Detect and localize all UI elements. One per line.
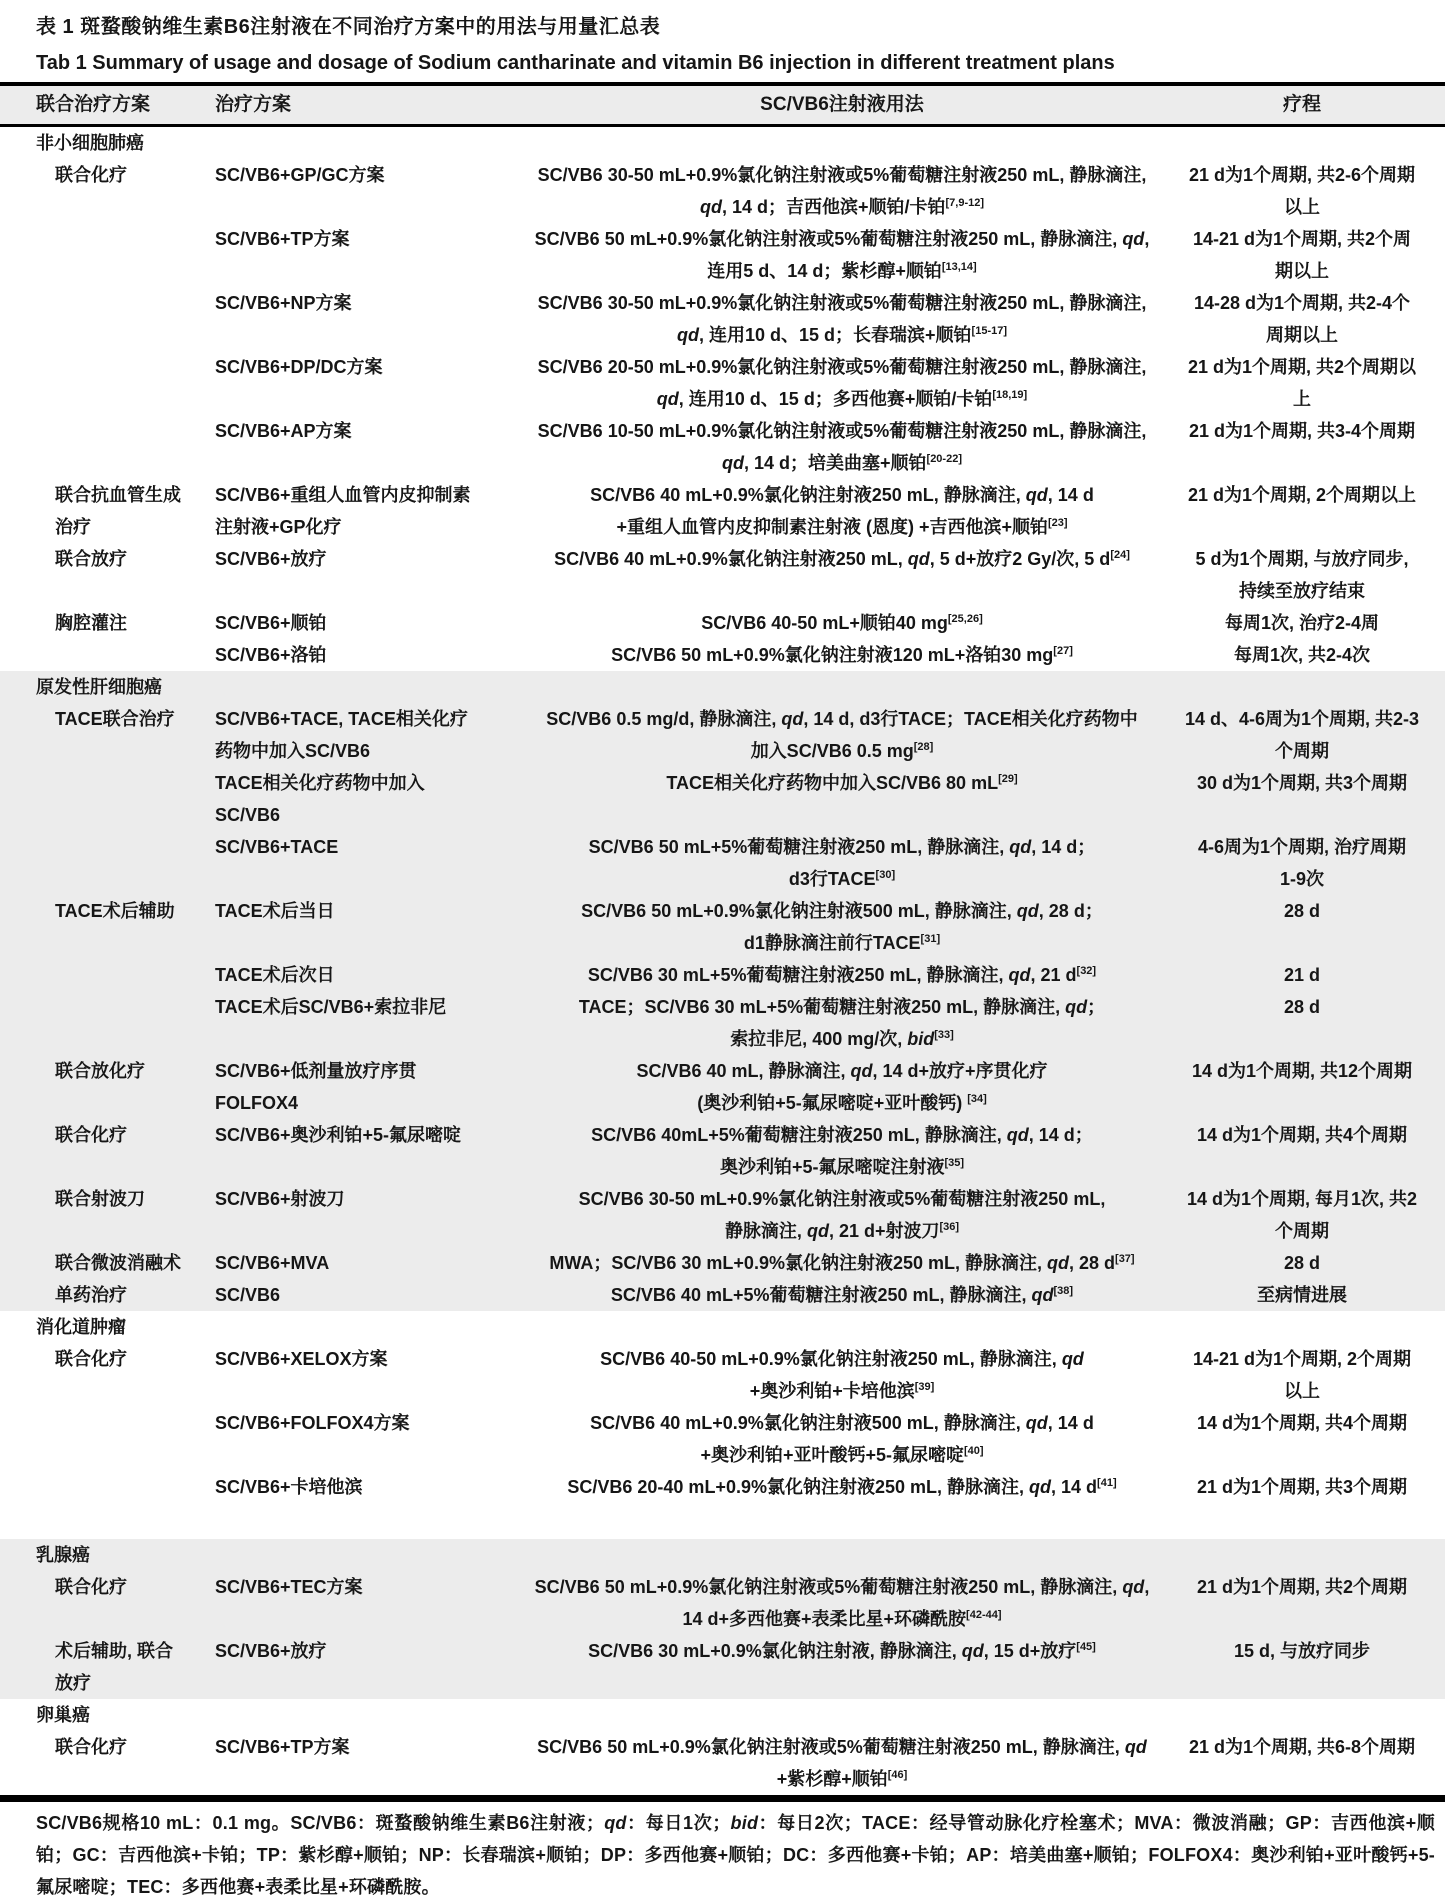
cell-text-line: 以上	[1284, 197, 1320, 217]
cell-text-line: TACE术后辅助	[55, 901, 175, 921]
cell-course	[1167, 1471, 1437, 1503]
cell-text-line: SC/VB6+放疗	[215, 1641, 327, 1661]
cell-text-line: SC/VB6+卡培他滨	[215, 1477, 363, 1497]
cell-scvb6-usage	[517, 959, 1167, 991]
cell-scvb6-usage	[517, 543, 1167, 575]
cell-text-line: qd, 连用10 d、15 d；长春瑞滨+顺铂[15-17]	[676, 325, 1008, 345]
table-row	[0, 1471, 1445, 1503]
cell-text-line: SC/VB6 30 mL+0.9%氯化钠注射液, 静脉滴注, qd, 15 d+放疗[45]	[588, 1641, 1096, 1661]
cell-treatment-plan	[215, 895, 517, 927]
cell-course	[1167, 1119, 1437, 1151]
cell-combined-treatment-plan	[55, 1571, 215, 1603]
cell-treatment-plan	[215, 1407, 517, 1439]
cell-treatment-plan	[215, 479, 517, 543]
cell-text-line: 联合化疗	[55, 1125, 127, 1145]
cell-treatment-plan	[215, 1279, 517, 1311]
column-header-scvb6-usage: SC/VB6注射液用法	[760, 94, 924, 115]
cell-text-line: SC/VB6+射波刀	[215, 1189, 345, 1209]
table-row	[0, 1279, 1445, 1311]
cell-combined-treatment-plan	[55, 703, 215, 735]
cell-text-line: SC/VB6+奥沙利铂+5-氟尿嘧啶	[215, 1125, 462, 1145]
cell-text-line: 上	[1293, 389, 1311, 409]
cell-scvb6-usage	[517, 415, 1167, 479]
cell-treatment-plan	[215, 991, 517, 1023]
cell-text-line: TACE相关化疗药物中加入SC/VB6 80 mL[29]	[666, 773, 1018, 793]
cell-text-line: 加入SC/VB6 0.5 mg[28]	[750, 741, 934, 761]
cell-scvb6-usage	[517, 1183, 1167, 1247]
cell-combined-treatment-plan	[55, 1279, 215, 1311]
cell-text-line: SC/VB6+TEC方案	[215, 1577, 363, 1597]
table-footnote: SC/VB6规格10 mL：0.1 mg。SC/VB6：斑蝥酸钠维生素B6注射液；qd：每日1次；bid：每日2次；TACE：经导管动脉化疗栓塞术；MVA：微波消融；GP：吉西他滨+顺铂；GC：吉西他滨+卡铂；TP：紫杉醇+顺铂；NP：长春瑞滨+顺铂；DP：多西他赛+顺铂；DC：多西他赛+卡铂；AP：培美曲塞+顺铂；FOLFOX4：奥沙利铂+亚叶酸钙+5-氟尿嘧啶；TEC：多西他赛+表柔比星+环磷酰胺。	[0, 1795, 1445, 1897]
cell-treatment-plan	[215, 351, 517, 383]
cell-treatment-plan	[215, 639, 517, 671]
cell-scvb6-usage	[517, 351, 1167, 415]
cell-course	[1167, 1343, 1437, 1407]
cell-scvb6-usage	[517, 159, 1167, 223]
cell-text-line: 14-21 d为1个周期, 共2个周	[1192, 229, 1412, 249]
cell-scvb6-usage	[517, 1279, 1167, 1311]
cell-text-line: 14 d、4-6周为1个周期, 共2-3	[1184, 709, 1420, 729]
cell-treatment-plan	[215, 959, 517, 991]
section-title: 乳腺癌	[36, 1545, 90, 1565]
cell-text-line: 联合化疗	[55, 1577, 127, 1597]
cell-text-line: 14-21 d为1个周期, 2个周期	[1192, 1349, 1412, 1369]
cell-course	[1167, 767, 1437, 799]
cell-text-line: 每周1次, 共2-4次	[1233, 645, 1371, 665]
cell-course	[1167, 1183, 1437, 1247]
cell-text-line: SC/VB6 50 mL+0.9%氯化钠注射液或5%葡萄糖注射液250 mL, 静脉滴注, qd	[537, 1737, 1147, 1757]
column-header-treatment-plan: 治疗方案	[215, 94, 292, 115]
cell-combined-treatment-plan	[55, 479, 215, 543]
cell-course	[1167, 959, 1437, 991]
cell-text-line: SC/VB6+低剂量放疗序贯	[215, 1061, 417, 1081]
cell-combined-treatment-plan	[55, 895, 215, 927]
cell-course	[1167, 1731, 1437, 1763]
cell-scvb6-usage	[517, 1055, 1167, 1119]
cell-text-line: SC/VB6 20-50 mL+0.9%氯化钠注射液或5%葡萄糖注射液250 mL, 静脉滴注,	[537, 357, 1147, 377]
cell-text-line: 21 d为1个周期, 共2-6个周期	[1188, 165, 1416, 185]
cell-treatment-plan	[215, 287, 517, 319]
cell-text-line: SC/VB6+TACE	[215, 837, 339, 857]
table-section	[0, 1311, 1445, 1503]
table-row	[0, 607, 1445, 639]
cell-text-line: 4-6周为1个周期, 治疗周期	[1197, 837, 1407, 857]
cell-treatment-plan	[215, 1055, 517, 1119]
cell-combined-treatment-plan	[55, 1731, 215, 1763]
section-title: 非小细胞肺癌	[36, 133, 144, 153]
cell-course	[1167, 543, 1437, 607]
table-row	[0, 351, 1445, 415]
cell-text-line: 个周期	[1275, 741, 1329, 761]
cell-text-line: SC/VB6 30-50 mL+0.9%氯化钠注射液或5%葡萄糖注射液250 mL, 静脉滴注,	[537, 293, 1147, 313]
cell-text-line: 联合放疗	[55, 549, 127, 569]
cell-text-line: qd, 连用10 d、15 d；多西他赛+顺铂/卡铂[18,19]	[656, 389, 1028, 409]
cell-text-line: 周期以上	[1266, 325, 1338, 345]
cell-text-line: SC/VB6 50 mL+0.9%氯化钠注射液或5%葡萄糖注射液250 mL, 静脉滴注, qd,	[534, 1577, 1150, 1597]
table-row	[0, 1119, 1445, 1183]
table-row	[0, 415, 1445, 479]
table-row	[0, 1731, 1445, 1795]
cell-course	[1167, 991, 1437, 1023]
cell-scvb6-usage	[517, 1635, 1167, 1667]
cell-text-line: SC/VB6+GP/GC方案	[215, 165, 385, 185]
cell-treatment-plan	[215, 767, 517, 831]
cell-text-line: SC/VB6 30 mL+5%葡萄糖注射液250 mL, 静脉滴注, qd, 21 d[32]	[587, 965, 1097, 985]
cell-text-line: 21 d为1个周期, 共3-4个周期	[1188, 421, 1416, 441]
cell-course	[1167, 159, 1437, 223]
cell-combined-treatment-plan	[55, 159, 215, 191]
cell-text-line: 胸腔灌注	[55, 613, 127, 633]
cell-text-line: SC/VB6 40 mL+5%葡萄糖注射液250 mL, 静脉滴注, qd[38]	[610, 1285, 1074, 1305]
cell-text-line: 21 d为1个周期, 2个周期以上	[1187, 485, 1417, 505]
cell-course	[1167, 639, 1437, 671]
cell-text-line: 15 d, 与放疗同步	[1233, 1641, 1371, 1661]
cell-course	[1167, 1247, 1437, 1279]
cell-text-line: SC/VB6+FOLFOX4方案	[215, 1413, 410, 1433]
cell-course	[1167, 287, 1437, 351]
cell-treatment-plan	[215, 1183, 517, 1215]
cell-combined-treatment-plan	[55, 1635, 215, 1699]
table-row	[0, 1055, 1445, 1119]
cell-combined-treatment-plan	[55, 607, 215, 639]
cell-text-line: 联合微波消融术	[55, 1253, 181, 1273]
cell-course	[1167, 1055, 1437, 1087]
cell-text-line: d3行TACE[30]	[788, 869, 896, 889]
cell-text-line: (奥沙利铂+5-氟尿嘧啶+亚叶酸钙) [34]	[697, 1093, 987, 1113]
cell-scvb6-usage	[517, 991, 1167, 1055]
cell-text-line: 放疗	[55, 1673, 91, 1693]
cell-text-line: 药物中加入SC/VB6	[215, 741, 371, 761]
cell-scvb6-usage	[517, 1119, 1167, 1183]
cell-scvb6-usage	[517, 1731, 1167, 1795]
cell-text-line: 每周1次, 治疗2-4周	[1224, 613, 1380, 633]
table-row	[0, 1343, 1445, 1407]
table-row	[0, 831, 1445, 895]
section-title: 卵巢癌	[36, 1705, 90, 1725]
cell-text-line: SC/VB6+DP/DC方案	[215, 357, 383, 377]
cell-text-line: TACE联合治疗	[55, 709, 175, 729]
cell-treatment-plan	[215, 1731, 517, 1763]
cell-text-line: 14 d+多西他赛+表柔比星+环磷酰胺[42-44]	[682, 1609, 1002, 1629]
cell-scvb6-usage	[517, 1247, 1167, 1279]
cell-course	[1167, 607, 1437, 639]
cell-text-line: SC/VB6+MVA	[215, 1253, 330, 1273]
table-row	[0, 1635, 1445, 1699]
cell-treatment-plan	[215, 703, 517, 767]
cell-text-line: 21 d为1个周期, 共3个周期	[1196, 1477, 1408, 1497]
cell-text-line: qd, 14 d；吉西他滨+顺铂/卡铂[7,9-12]	[699, 197, 985, 217]
table-titles	[0, 0, 1445, 82]
cell-text-line: 持续至放疗结束	[1239, 581, 1365, 601]
cell-course	[1167, 831, 1437, 895]
cell-scvb6-usage	[517, 479, 1167, 543]
cell-text-line: 1-9次	[1279, 869, 1324, 889]
table-row	[0, 1247, 1445, 1279]
cell-scvb6-usage	[517, 703, 1167, 767]
cell-text-line: 联合射波刀	[55, 1189, 145, 1209]
cell-treatment-plan	[215, 159, 517, 191]
cell-text-line: +重组人血管内皮抑制素注射液 (恩度) +吉西他滨+顺铂[23]	[616, 517, 1068, 537]
cell-text-line: 以上	[1284, 1381, 1320, 1401]
cell-scvb6-usage	[517, 831, 1167, 895]
table-section	[0, 671, 1445, 1311]
cell-treatment-plan	[215, 1343, 517, 1375]
cell-scvb6-usage	[517, 767, 1167, 799]
cell-text-line: 联合抗血管生成	[55, 485, 181, 505]
cell-text-line: 个周期	[1275, 1221, 1329, 1241]
cell-text-line: SC/VB6 0.5 mg/d, 静脉滴注, qd, 14 d, d3行TACE；TACE相关化疗药物中	[546, 709, 1138, 729]
table-row	[0, 703, 1445, 767]
cell-text-line: SC/VB6 40-50 mL+0.9%氯化钠注射液250 mL, 静脉滴注, qd	[600, 1349, 1084, 1369]
cell-text-line: SC/VB6 40 mL+0.9%氯化钠注射液250 mL, qd, 5 d+放疗2 Gy/次, 5 d[24]	[554, 549, 1130, 569]
cell-text-line: 期以上	[1275, 261, 1329, 281]
cell-course	[1167, 1635, 1437, 1667]
cell-text-line: SC/VB6 30-50 mL+0.9%氯化钠注射液或5%葡萄糖注射液250 mL,	[578, 1189, 1106, 1209]
cell-text-line: 联合化疗	[55, 1349, 127, 1369]
cell-text-line: +奥沙利铂+亚叶酸钙+5-氟尿嘧啶[40]	[700, 1445, 984, 1465]
table-row	[0, 1571, 1445, 1635]
table-section	[0, 1539, 1445, 1699]
cell-text-line: 28 d	[1283, 1253, 1321, 1273]
cell-text-line: SC/VB6+TP方案	[215, 1737, 350, 1757]
cell-text-line: 注射液+GP化疗	[215, 517, 342, 537]
cell-text-line: SC/VB6 40 mL+0.9%氯化钠注射液250 mL, 静脉滴注, qd, 14 d	[590, 485, 1094, 505]
cell-scvb6-usage	[517, 1571, 1167, 1635]
cell-text-line: SC/VB6 50 mL+0.9%氯化钠注射液或5%葡萄糖注射液250 mL, 静脉滴注, qd,	[534, 229, 1150, 249]
cell-text-line: 14 d为1个周期, 共4个周期	[1196, 1413, 1408, 1433]
column-header-course: 疗程	[1282, 94, 1321, 115]
cell-text-line: 5 d为1个周期, 与放疗同步,	[1195, 549, 1409, 569]
table-body	[0, 127, 1445, 1795]
cell-text-line: 静脉滴注, qd, 21 d+射波刀[36]	[724, 1221, 960, 1241]
cell-text-line: SC/VB6+AP方案	[215, 421, 352, 441]
cell-text-line: SC/VB6 50 mL+0.9%氯化钠注射液500 mL, 静脉滴注, qd, 28 d；	[581, 901, 1103, 921]
section-title: 原发性肝细胞癌	[36, 677, 162, 697]
cell-course	[1167, 1279, 1437, 1311]
cell-text-line: TACE术后次日	[215, 965, 335, 985]
cell-text-line: 14 d为1个周期, 共4个周期	[1196, 1125, 1408, 1145]
cell-combined-treatment-plan	[55, 1183, 215, 1215]
cell-text-line: SC/VB6+NP方案	[215, 293, 352, 313]
cell-text-line: SC/VB6+洛铂	[215, 645, 327, 665]
cell-text-line: SC/VB6 20-40 mL+0.9%氯化钠注射液250 mL, 静脉滴注, qd, 14 d[41]	[567, 1477, 1117, 1497]
cell-combined-treatment-plan	[55, 1119, 215, 1151]
column-header-combined-treatment-plan: 联合治疗方案	[36, 94, 151, 115]
cell-treatment-plan	[215, 1247, 517, 1279]
table-section	[0, 1699, 1445, 1795]
cell-text-line: 21 d为1个周期, 共2个周期	[1196, 1577, 1408, 1597]
cell-text-line: MWA；SC/VB6 30 mL+0.9%氯化钠注射液250 mL, 静脉滴注, qd, 28 d[37]	[549, 1253, 1135, 1273]
table-row	[0, 287, 1445, 351]
cell-text-line: SC/VB6+放疗	[215, 549, 327, 569]
cell-treatment-plan	[215, 1635, 517, 1667]
cell-text-line: TACE术后SC/VB6+索拉非尼	[215, 997, 447, 1017]
cell-scvb6-usage	[517, 895, 1167, 959]
cell-treatment-plan	[215, 223, 517, 255]
cell-text-line: 奥沙利铂+5-氟尿嘧啶注射液[35]	[719, 1157, 965, 1177]
cell-text-line: 21 d	[1283, 965, 1321, 985]
cell-course	[1167, 703, 1437, 767]
cell-text-line: 28 d	[1283, 901, 1321, 921]
cell-treatment-plan	[215, 607, 517, 639]
cell-text-line: d1静脉滴注前行TACE[31]	[743, 933, 941, 953]
cell-text-line: SC/VB6+顺铂	[215, 613, 327, 633]
cell-treatment-plan	[215, 831, 517, 863]
cell-text-line: 联合化疗	[55, 1737, 127, 1757]
cell-course	[1167, 415, 1437, 447]
table-row	[0, 159, 1445, 223]
table-row	[0, 959, 1445, 991]
cell-text-line: 28 d	[1283, 997, 1321, 1017]
cell-course	[1167, 351, 1437, 415]
cell-text-line: SC/VB6 40 mL, 静脉滴注, qd, 14 d+放疗+序贯化疗	[636, 1061, 1048, 1081]
cell-course	[1167, 479, 1437, 511]
cell-text-line: SC/VB6+TACE, TACE相关化疗	[215, 709, 468, 729]
cell-scvb6-usage	[517, 223, 1167, 287]
cell-text-line: TACE；SC/VB6 30 mL+5%葡萄糖注射液250 mL, 静脉滴注, qd；	[578, 997, 1106, 1017]
cell-text-line: SC/VB6 30-50 mL+0.9%氯化钠注射液或5%葡萄糖注射液250 mL, 静脉滴注,	[537, 165, 1147, 185]
cell-course	[1167, 223, 1437, 287]
cell-text-line: FOLFOX4	[215, 1093, 299, 1113]
section-title: 消化道肿瘤	[36, 1317, 126, 1337]
cell-treatment-plan	[215, 415, 517, 447]
cell-text-line: 21 d为1个周期, 共6-8个周期	[1188, 1737, 1416, 1757]
cell-text-line: SC/VB6	[215, 805, 281, 825]
cell-combined-treatment-plan	[55, 1247, 215, 1279]
cell-scvb6-usage	[517, 287, 1167, 351]
table-row	[0, 1183, 1445, 1247]
cell-treatment-plan	[215, 1119, 517, 1151]
cell-text-line: SC/VB6+重组人血管内皮抑制素	[215, 485, 471, 505]
cell-text-line: SC/VB6 40mL+5%葡萄糖注射液250 mL, 静脉滴注, qd, 14 d；	[591, 1125, 1093, 1145]
table-row	[0, 767, 1445, 831]
cell-text-line: 21 d为1个周期, 共2个周期以	[1187, 357, 1417, 377]
cell-treatment-plan	[215, 1471, 517, 1503]
cell-text-line: TACE相关化疗药物中加入	[215, 773, 425, 793]
table-row	[0, 1407, 1445, 1471]
table-row	[0, 991, 1445, 1055]
cell-text-line: SC/VB6 10-50 mL+0.9%氯化钠注射液或5%葡萄糖注射液250 mL, 静脉滴注,	[537, 421, 1147, 441]
cell-treatment-plan	[215, 543, 517, 575]
cell-text-line: +奥沙利铂+卡培他滨[39]	[749, 1381, 935, 1401]
table-row	[0, 895, 1445, 959]
cell-text-line: TACE术后当日	[215, 901, 335, 921]
cell-text-line: 14-28 d为1个周期, 共2-4个	[1193, 293, 1411, 313]
cell-text-line: 联合化疗	[55, 165, 127, 185]
cell-text-line: SC/VB6 50 mL+0.9%氯化钠注射液120 mL+洛铂30 mg[27]	[611, 645, 1073, 665]
cell-text-line: 14 d为1个周期, 共12个周期	[1191, 1061, 1413, 1081]
table-row	[0, 479, 1445, 543]
cell-text-line: SC/VB6 40 mL+0.9%氯化钠注射液500 mL, 静脉滴注, qd, 14 d	[590, 1413, 1094, 1433]
cell-scvb6-usage	[517, 1407, 1167, 1471]
cell-course	[1167, 895, 1437, 927]
cell-text-line: 索拉非尼, 400 mg/次, bid[33]	[730, 1029, 954, 1049]
table-row	[0, 223, 1445, 287]
cell-combined-treatment-plan	[55, 543, 215, 575]
cell-scvb6-usage	[517, 607, 1167, 639]
section-gap	[0, 1503, 1445, 1539]
cell-course	[1167, 1407, 1437, 1439]
table-row	[0, 543, 1445, 607]
table-title-chinese: 表 1 斑蝥酸钠维生素B6注射液在不同治疗方案中的用法与用量汇总表	[36, 16, 661, 38]
table-row	[0, 639, 1445, 671]
cell-text-line: SC/VB6	[215, 1285, 281, 1305]
cell-text-line: 30 d为1个周期, 共3个周期	[1196, 773, 1408, 793]
cell-text-line: 治疗	[55, 517, 91, 537]
cell-text-line: 14 d为1个周期, 每月1次, 共2	[1186, 1189, 1418, 1209]
cell-text-line: 术后辅助, 联合	[55, 1641, 174, 1661]
cell-text-line: 联合放化疗	[55, 1061, 145, 1081]
table-title-english: Tab 1 Summary of usage and dosage of Sodium cantharinate and vitamin B6 injection in different treatment plans	[36, 52, 1115, 74]
cell-text-line: SC/VB6 40-50 mL+顺铂40 mg[25,26]	[701, 613, 983, 633]
table-header-row	[0, 82, 1445, 127]
cell-text-line: SC/VB6+TP方案	[215, 229, 350, 249]
table-section	[0, 127, 1445, 671]
cell-text-line: qd, 14 d；培美曲塞+顺铂[20-22]	[722, 453, 962, 473]
cell-combined-treatment-plan	[55, 1343, 215, 1375]
cell-treatment-plan	[215, 1571, 517, 1603]
cell-text-line: 单药治疗	[55, 1285, 127, 1305]
cell-text-line: 连用5 d、14 d；紫杉醇+顺铂[13,14]	[707, 261, 977, 281]
cell-text-line: SC/VB6 50 mL+5%葡萄糖注射液250 mL, 静脉滴注, qd, 14 d；	[588, 837, 1096, 857]
cell-combined-treatment-plan	[55, 1055, 215, 1087]
cell-text-line: +紫杉醇+顺铂[46]	[776, 1769, 908, 1789]
cell-text-line: SC/VB6+XELOX方案	[215, 1349, 388, 1369]
cell-text-line: 至病情进展	[1257, 1285, 1347, 1305]
cell-course	[1167, 1571, 1437, 1603]
cell-scvb6-usage	[517, 1343, 1167, 1407]
cell-scvb6-usage	[517, 639, 1167, 671]
cell-scvb6-usage	[517, 1471, 1167, 1503]
